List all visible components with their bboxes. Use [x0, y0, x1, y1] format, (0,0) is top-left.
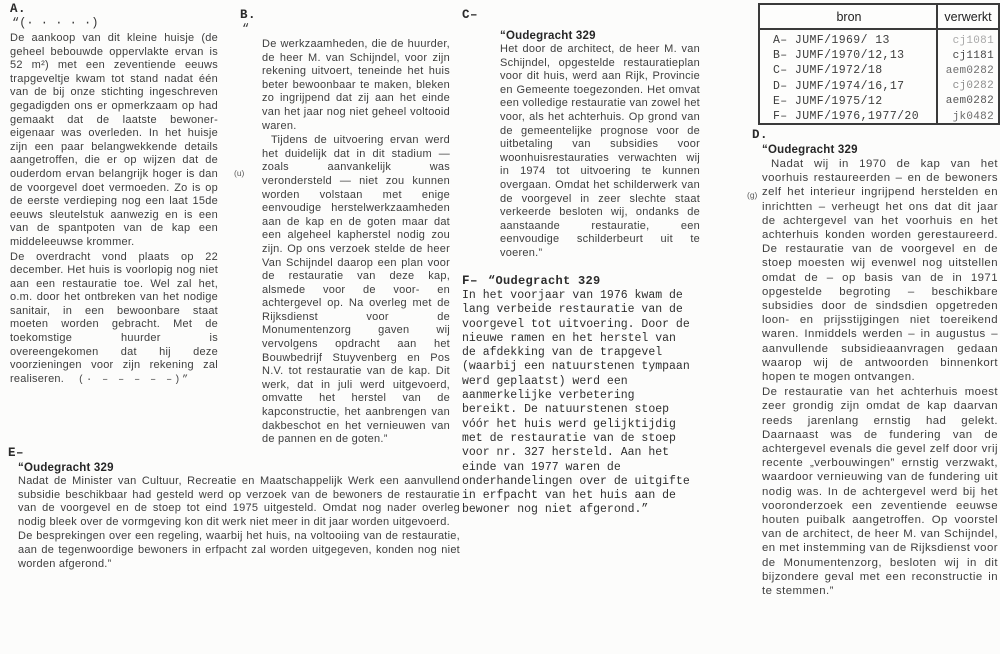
section-e-body: [18, 462, 460, 571]
section-d-label: D.: [752, 128, 769, 142]
section-b: [234, 8, 450, 448]
table-cell-verwerkt: jk0482: [952, 110, 994, 123]
table-row: [760, 33, 998, 48]
section-b-label: B.: [240, 8, 257, 22]
section-b-paragraph-1: De werkzaamheden, die de huurder, de heer M. van Schijndel, voor zijn rekening uitvoert, teneinde het huis beter bewoonbaar te maken, bleken zo ingrijpend dat zij aan het einde van het jaar nog niet geheel voltooid waren.: [262, 38, 450, 132]
section-d-paragraph-1: Nadat wij in 1970 de kap van het voorhuis restaureerden – en de bewoners zelf het interieur ingrijpend herstelden en inrichtten – verheugt het ons dat dit jaar de achtergevel van het voorhuis en het achterhuis konden worden gerestaureerd. De restauratie van de voorgevel en de stoep moesten wij evenwel nog uitstellen omdat de – op basis van de in 1971 opgestelde begroting – beschikbare subsidies door de sindsdien opgetreden loon- en prijsstijgingen niet toereikend waren. Inmiddels werden – in augustus – aanvullende subsidieaanvragen gedaan waarop wij de antwoorden binnenkort hopen te mogen ontvangen.: [762, 158, 998, 384]
section-b-opening-mark: “: [242, 22, 250, 36]
section-e-heading: “Oudegracht 329: [18, 462, 114, 474]
section-a-paragraph-2-text: De overdracht vond plaats op 22 december. Het huis is voorlopig nog niet aan een restauratie toe. Wel zal het, o.m. door het ontbreken van het nodige sanitair, in een bewoonbare staat moeten worden gebracht. Met de toekomstige huurder is overeengekomen dat hij deze voorzieningen voor zijn rekening zal realiseren.: [10, 250, 218, 385]
section-d-margin-note: (g): [747, 190, 758, 200]
section-f-label: F–: [462, 274, 479, 288]
section-b-margin-note: (u): [234, 168, 245, 178]
table-cell-bron: B– JUMF/1970/12,13: [773, 49, 905, 63]
table-cell-bron: C– JUMF/1972/18: [773, 64, 883, 78]
section-f-heading-row: [462, 274, 720, 289]
table-cell-verwerkt: aem0282: [945, 64, 994, 77]
section-a-paragraph-1: De aankoop van dit kleine huisje (de geheel bebouwde oppervlakte ervan is 52 m²) met een zeventiende eeuws trapgeveltje kwam tot stand nadat één van de bij onze stichting ingeschreven gegadigden ons er opmerkzaam op had gemaakt dat de laatste bewoner-eigenaar was overleden. In het huisje zijn een paar belangwekkende details aangetroffen, die er op wijzen dat de ouderdom ervan belangrijk hoger is dan de voorgevel doet vermoeden. Zo is op de eerste verdieping nog een laat 15de eeuws sleutelstuk aanwezig en is een van de spantpoten van de kap een middeleeuwse krommer.: [10, 32, 218, 248]
section-c-paragraph: Het door de architect, de heer M. van Schijndel, opgestelde restauratieplan voor dit huis, werd aan Rijk, Provincie en Gemeente toegezonden. Het omvat een volledige restauratie van zowel het voor, als het achterhuis. Op grond van de gemeentelijke prognose voor de uitbetaling van subsidies voor woonhuisrestauraties verwachten wij in 1974 tot uitvoering te kunnen overgaan. Omdat het schilderwerk van de voorgevel in zeer slechte staat verkeerde besloten wij, ondanks de aanstaande restauratie, een eenvoudige schilderbeurt uit te voeren.”: [500, 43, 700, 259]
table-cell-bron: F– JUMF/1976,1977/20: [773, 110, 920, 124]
table-header-row: [760, 5, 998, 30]
section-f: [462, 274, 720, 519]
section-d: [747, 128, 998, 599]
table-cell-verwerkt: aem0282: [945, 95, 994, 108]
section-e-label: E–: [8, 446, 25, 460]
section-c: [462, 8, 700, 262]
section-d-paragraph-2: De restauratie van het achterhuis moest zeer grondig zijn omdat de kap daarvan reeds jarenlang ernstig had gelekt. Daarnaast was de fundering van de achtergevel evenals die gevel zelf door vrij recente „verbouwingen” ernstig verzwakt, waardoor vernieuwing van de fundering uit nodig was. In de achtergevel werd bij het vooronderzoek een zeventiende eeuwse houten puibalk aangetroffen. Op voorstel van de architect, de heer M. van Schijndel, en met instemming van de Rijksdienst voor de Monumentenzorg, besloten wij in dit bijzondere geval met een reconstructie in te stemmen.”: [762, 386, 998, 598]
section-c-label: C–: [462, 8, 479, 22]
table-row: [760, 109, 998, 124]
section-a-paragraph-2: [10, 251, 218, 388]
source-reference-table: [758, 3, 1000, 125]
table-row: [760, 94, 998, 109]
section-f-paragraph: In het voorjaar van 1976 kwam de lang verbeide restauratie van de voorgevel tot uitvoering. Door de nieuwe ramen en het herstel van de afdekking van de trapgevel (waarbij een natuurstenen tympaan werd geplaatst) werd een aanmerkelijke verbetering bereikt. De natuurstenen stoep vóór het huis werd gelijktijdig met de restauratie van de stoep voor nr. 327 hersteld. Aan het einde van 1977 waren de onderhandelingen over de uitgifte in erfpacht van het huis aan de bewoner nog niet afgerond.”: [462, 289, 690, 517]
section-d-heading: “Oudegracht 329: [762, 144, 858, 156]
table-cell-verwerkt: cj1181: [952, 49, 994, 62]
table-cell-bron: A– JUMF/1969/ 13: [773, 34, 890, 48]
section-e-paragraph-1: Nadat de Minister van Cultuur, Recreatie en Maatschappelijk Werk een aanvullend subsidie beschikbaar had gesteld werd op verzoek van de bewoners de restauratie van de voorgevel en de stoep tot eind 1975 uitgesteld. Omdat nog nader overleg nodig bleek over de vormgeving kon dit werk niet meer in dit jaar worden uitgevoerd.: [18, 475, 460, 528]
section-a-closing-mark: (· – – – – –)”: [78, 374, 191, 386]
section-d-body: [762, 144, 998, 598]
section-a-opening-mark: “(· · · · ·): [12, 16, 99, 30]
table-row: [760, 48, 998, 63]
table-column-divider: [936, 5, 938, 123]
table-cell-verwerkt: cj1081: [952, 34, 994, 47]
table-header-verwerkt: verwerkt: [944, 9, 992, 24]
table-cell-bron: D– JUMF/1974/16,17: [773, 79, 905, 93]
section-b-body: [262, 38, 450, 447]
table-row: [760, 63, 998, 78]
table-header-bron: bron: [836, 9, 862, 24]
section-e: [8, 446, 460, 572]
section-c-heading: “Oudegracht 329: [500, 30, 596, 42]
section-a: [10, 2, 218, 388]
table-row: [760, 79, 998, 94]
table-body: [760, 30, 998, 124]
table-cell-verwerkt: cj0282: [952, 80, 994, 93]
section-e-paragraph-2: De besprekingen over een regeling, waarbij het huis, na voltooiing van de restauratie, aan de tegenwoordige bewoners in erfpacht zal worden uitgegeven, konden nog niet worden afgerond.”: [18, 530, 460, 570]
section-b-paragraph-2: Tijdens de uitvoering ervan werd het duidelijk dat in dit stadium — zoals aanvankelijk was verondersteld — niet zou kunnen worden volstaan met enige eenvoudige herstelwerkzaamheden aan de kap en de goten maar dat een algeheel kapherstel nodig zou zijn. Op ons verzoek stelde de heer Van Schijndel daarop een plan voor de restauratie van deze kap, alsmede voor de voor- en achtergevel op. Na overleg met de Rijksdienst voor de Monumentenzorg gaven wij vervolgens opdracht aan het Bouwbedrijf Stuyvenberg en Pos N.V. tot restauratie van de kap. Dit werk, dat in juli werd uitgevoerd, omvatte het herstel van de kapconstructie, het aanbrengen van dakbeschot en het vernieuwen van de pannen en de goten.”: [262, 134, 450, 446]
table-cell-bron: E– JUMF/1975/12: [773, 94, 883, 108]
section-a-label: A.: [10, 2, 27, 16]
section-f-heading: “Oudegracht 329: [488, 274, 601, 288]
section-c-body: [500, 30, 700, 261]
